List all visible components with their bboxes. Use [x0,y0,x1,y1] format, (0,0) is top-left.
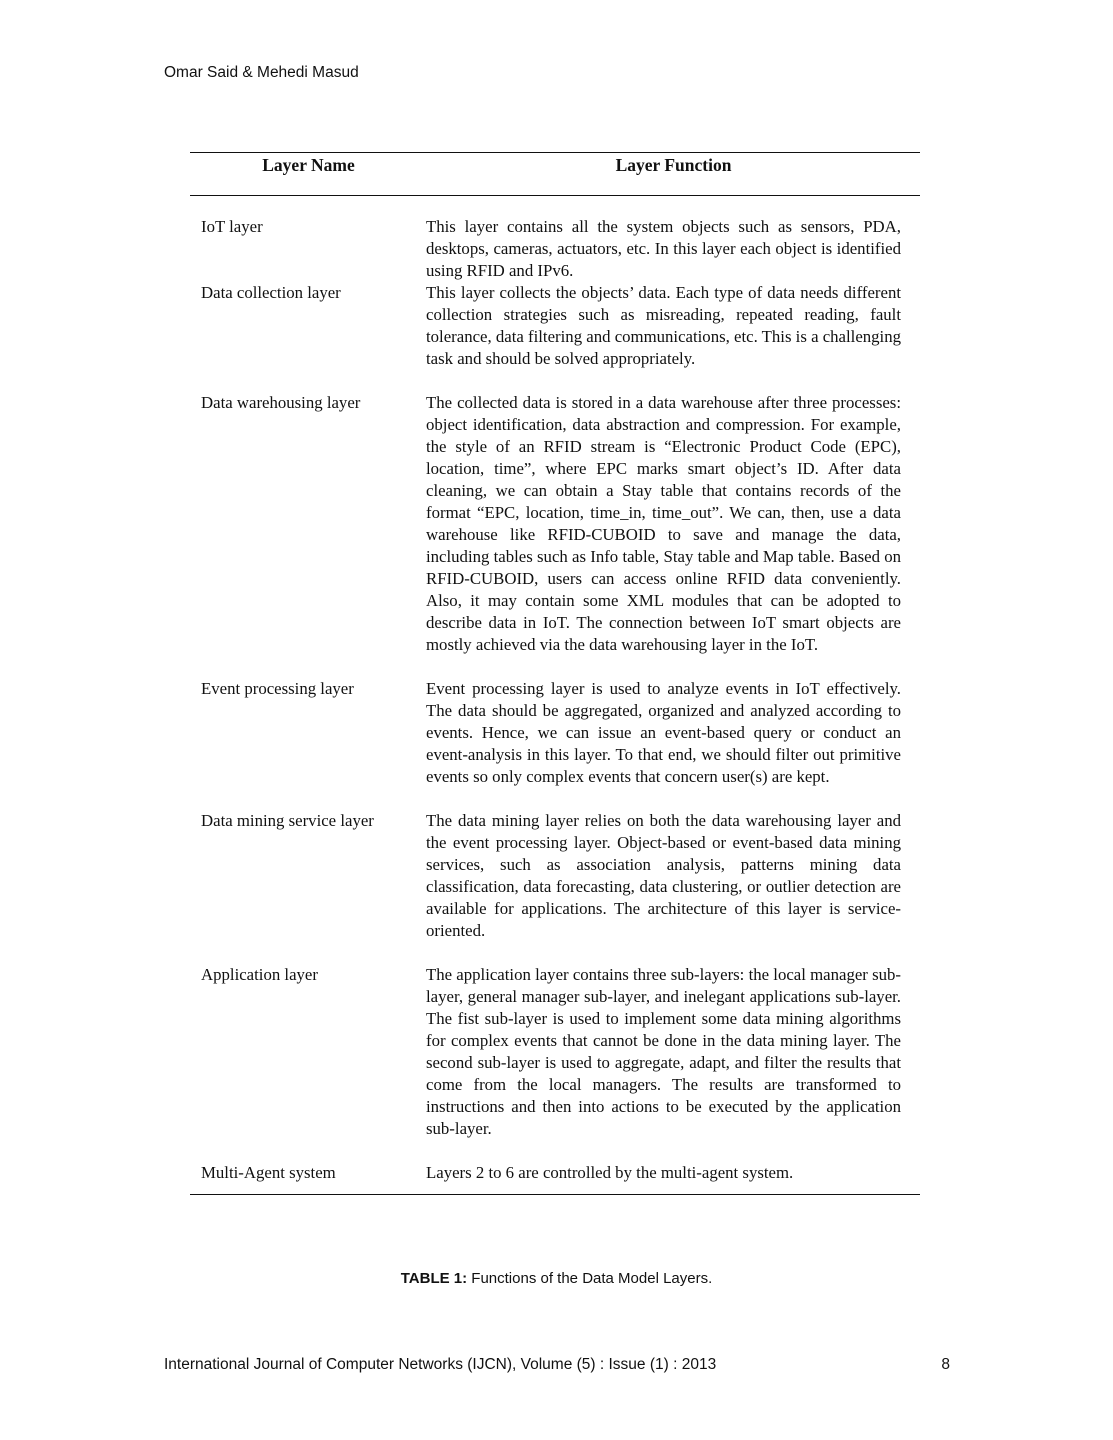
table-caption [0,1270,1113,1287]
table-row [190,964,920,1140]
footer-journal: International Journal of Computer Networks (IJCN), Volume (5) : Issue (1) : 2013 [164,1356,717,1373]
column-header-layer-name: Layer Name [262,155,355,175]
layer-name-cell: Data mining service layer [201,811,374,830]
table-row [190,392,920,656]
layer-function-cell: The data mining layer relies on both the data warehousing layer and the event processing layer. Object-based or event-based data mining services, such as association analysis, patterns mining data classification, data forecasting, data clustering, or outlier detection are available for applications. The architecture of this layer is service-oriented. [426,811,901,940]
table-row [190,282,920,370]
layers-table [190,152,920,1195]
layer-function-cell: Layers 2 to 6 are controlled by the multi-agent system. [426,1163,794,1182]
table-caption-label: TABLE 1: [400,1270,468,1287]
layer-function-cell: This layer contains all the system objects such as sensors, PDA, desktops, cameras, actuators, etc. In this layer each object is identified using RFID and IPv6. [426,217,901,280]
running-head-authors: Omar Said & Mehedi Masud [164,64,359,81]
table-row [190,1162,920,1184]
layer-function-cell: The application layer contains three sub-layers: the local manager sub-layer, general manager sub-layer, and inelegant applications sub-layer. The fist sub-layer is used to implement some data mining algorithms for complex events that cannot be done in the data mining layer. The second sub-layer is used to aggregate, adapt, and filter the results that come from the local managers. The results are transformed to instructions and then into actions to be executed by the application sub-layer. [426,965,901,1138]
table-row [190,678,920,788]
footer-page-number: 8 [941,1356,950,1373]
column-header-layer-function: Layer Function [615,155,732,175]
table-header-row [190,153,920,195]
table-row [190,216,920,282]
layer-function-cell: The collected data is stored in a data warehouse after three processes: object identification, data abstraction and compression. For example, the style of an RFID stream is “Electronic Product Code (EPC), location, time”, where EPC marks smart object’s ID. After data cleaning, we can obtain a Stay table that contains records of the format “EPC, location, time_in, time_out”. We can, then, use a data warehouse like RFID-CUBOID to save and manage the data, including tables such as Info table, Stay table and Map table. Based on RFID-CUBOID, users can access online RFID data conveniently. Also, it may contain some XML modules that can be adopted to describe data in IoT. The connection between IoT smart objects are mostly achieved via the data warehousing layer in the IoT. [426,393,901,654]
table-bottom-rule [190,1194,920,1195]
layer-name-cell: Data warehousing layer [201,393,361,412]
layer-name-cell: Application layer [201,965,318,984]
layer-name-cell: Data collection layer [201,283,341,302]
layer-name-cell: IoT layer [201,217,263,236]
layer-function-cell: Event processing layer is used to analyze events in IoT effectively. The data should be aggregated, organized and analyzed according to events. Hence, we can issue an event-based query or conduct an event-analysis in this layer. To that end, we should filter out primitive events so only complex events that concern user(s) are kept. [426,679,901,786]
layer-name-cell: Multi-Agent system [201,1163,336,1182]
page-footer [164,1356,950,1374]
table-caption-text: Functions of the Data Model Layers. [471,1270,713,1287]
table-body [190,196,920,1194]
table-row [190,810,920,942]
layer-name-cell: Event processing layer [201,679,354,698]
layer-function-cell: This layer collects the objects’ data. Each type of data needs different collection strategies such as misreading, repeated reading, fault tolerance, data filtering and communications, etc. This is a challenging task and should be solved appropriately. [426,283,902,368]
